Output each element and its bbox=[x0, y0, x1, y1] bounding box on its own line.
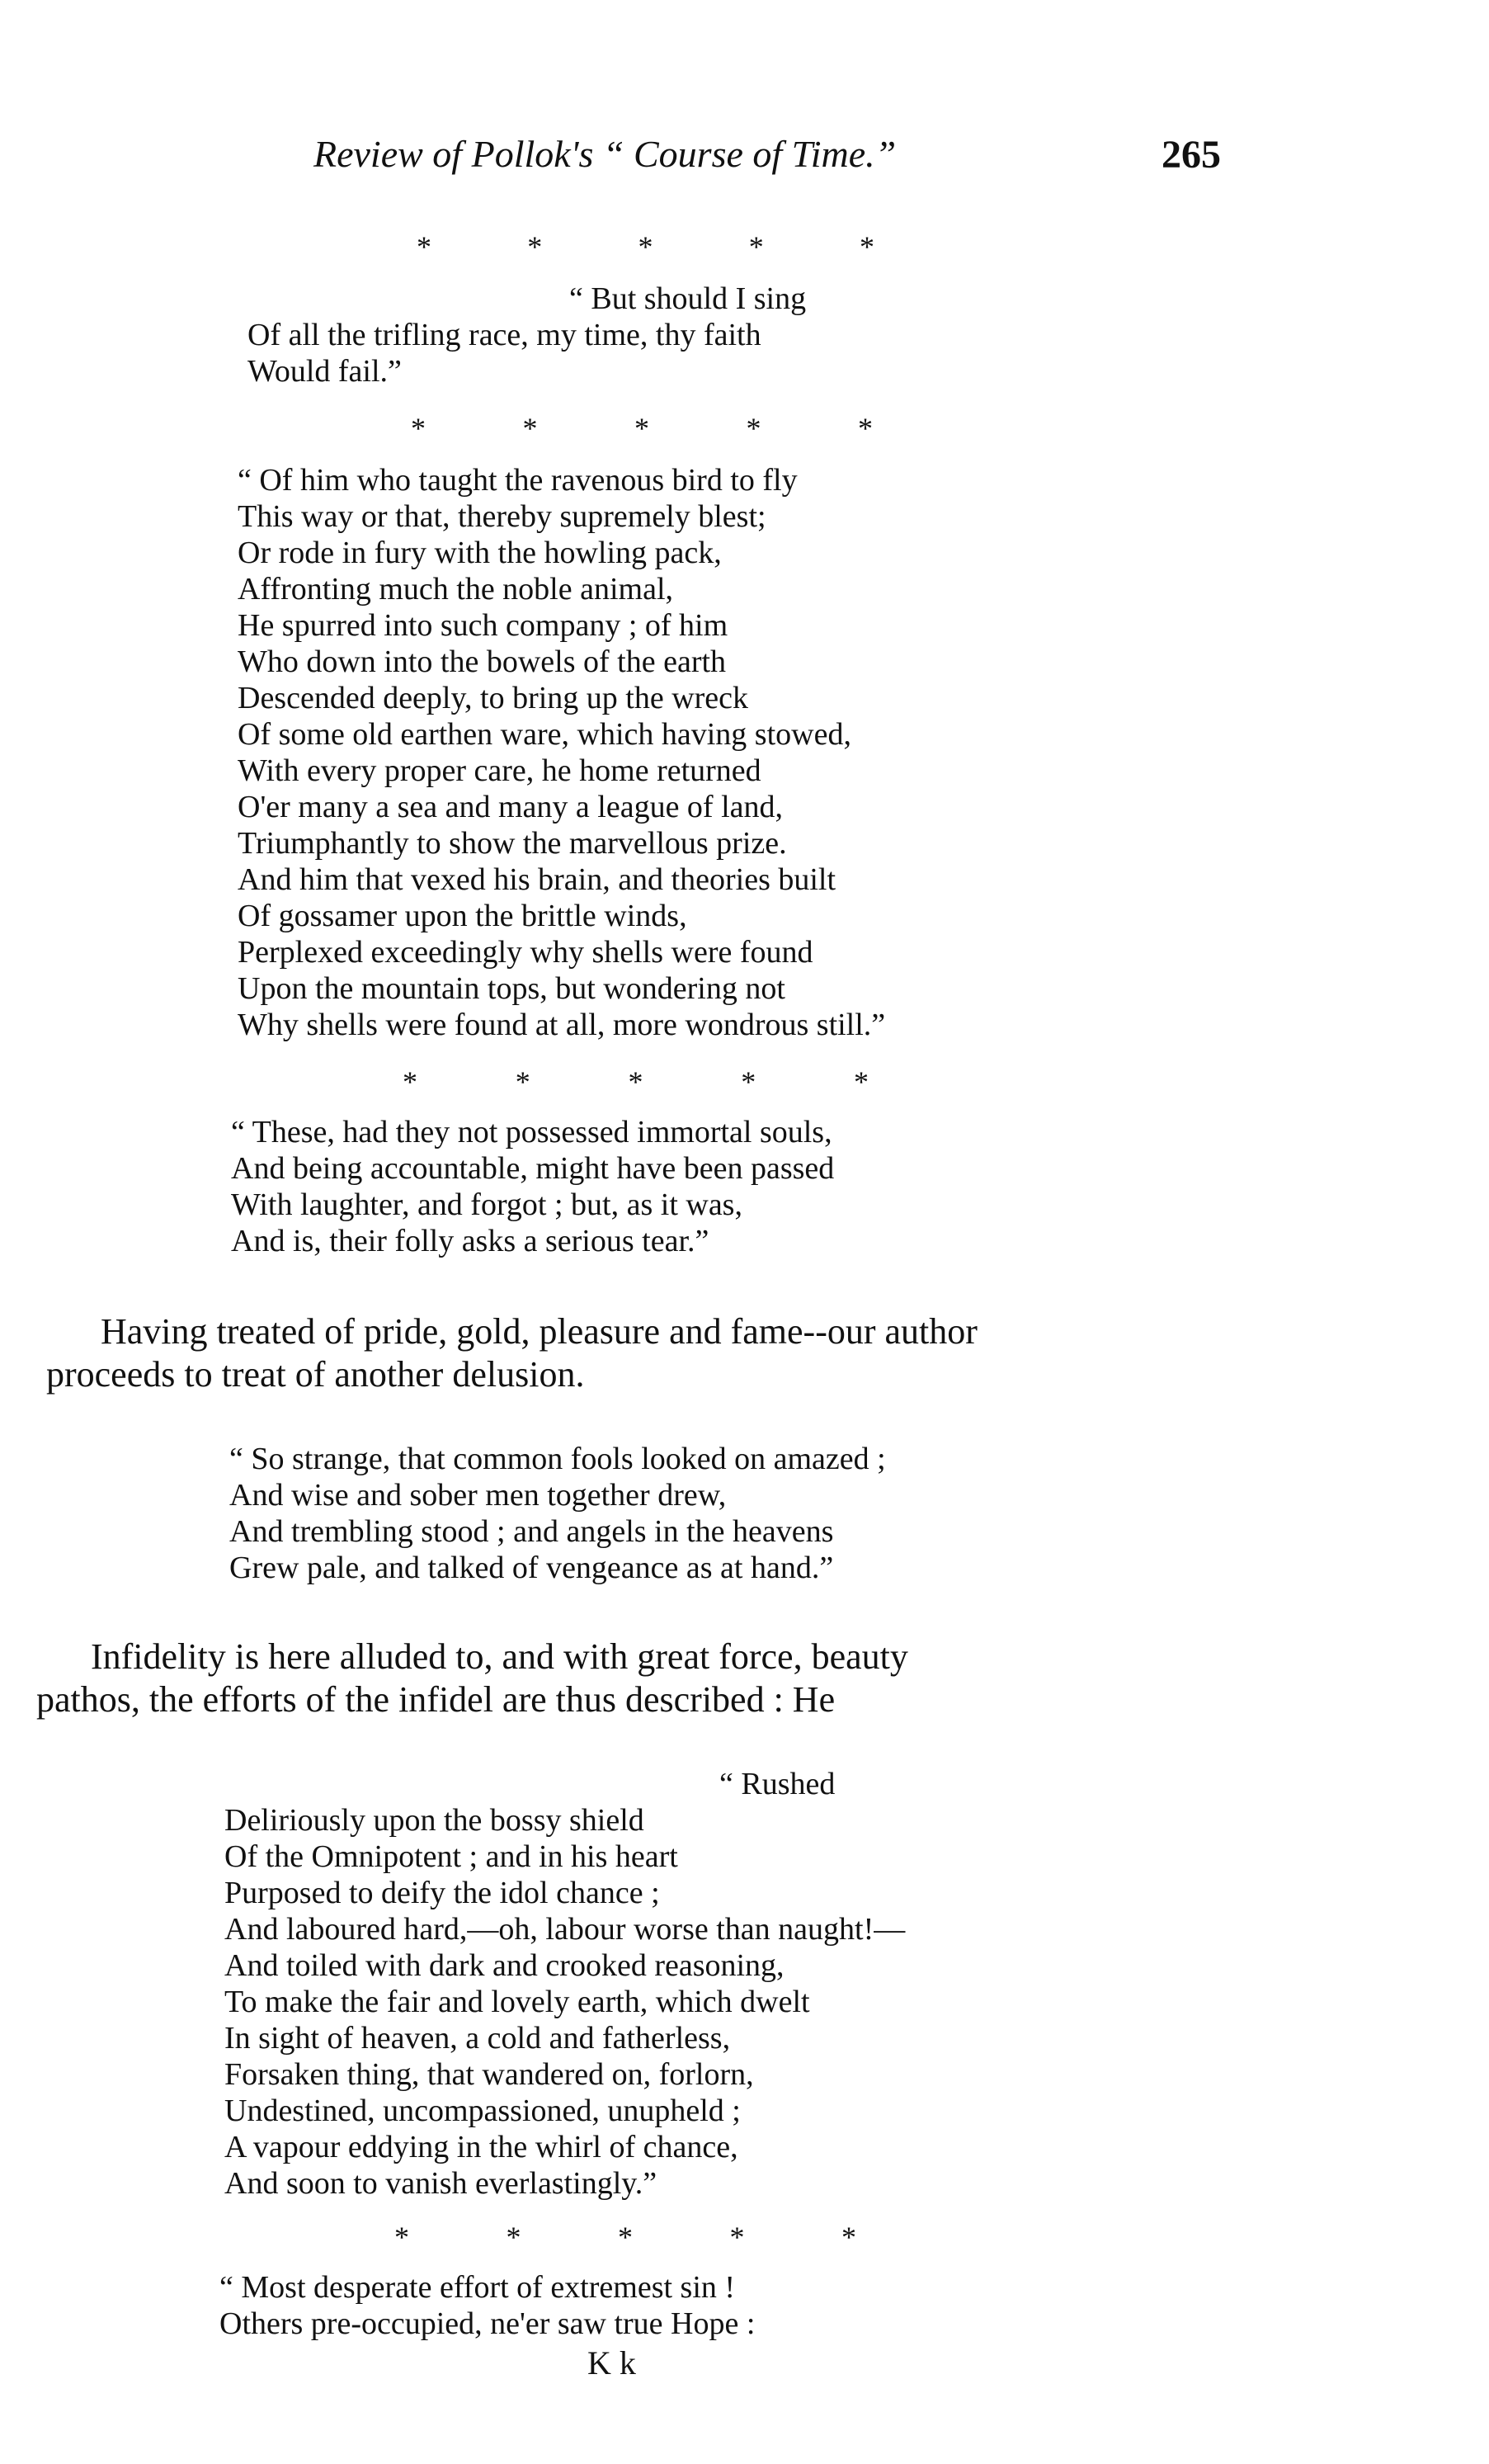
verse-line: “ So strange, that common fools looked on amazed ; bbox=[229, 1442, 886, 1476]
verse-line: Of the Omnipotent ; and in his heart bbox=[224, 1839, 678, 1874]
verse-line: Of all the trifling race, my time, thy faith bbox=[247, 318, 761, 352]
prose-line: Having treated of pride, gold, pleasure and fame--our author bbox=[101, 1311, 978, 1352]
verse-line: Deliriously upon the bossy shield bbox=[224, 1803, 644, 1838]
verse-line: And soon to vanish everlastingly.” bbox=[224, 2166, 657, 2201]
asterisk: * bbox=[618, 2221, 633, 2254]
asterisk: * bbox=[746, 412, 761, 445]
running-head: Review of Pollok's “ Course of Time.” bbox=[313, 133, 897, 175]
asterisk: * bbox=[854, 1065, 869, 1098]
asterisk: * bbox=[729, 2221, 745, 2254]
verse-line: “ Most desperate effort of extremest sin ! bbox=[219, 2270, 736, 2305]
verse-line: Of gossamer upon the brittle winds, bbox=[238, 899, 687, 933]
asterisk: * bbox=[394, 2221, 409, 2254]
prose-paragraph-2 bbox=[36, 1636, 908, 1721]
verse-quote-4 bbox=[229, 1441, 886, 1586]
asterisk: * bbox=[858, 412, 873, 445]
verse-line: Would fail.” bbox=[247, 354, 402, 389]
asterisk: * bbox=[748, 230, 764, 263]
asterisk: * bbox=[403, 1065, 417, 1098]
verse-line: “ But should I sing bbox=[569, 281, 807, 316]
asterisk: * bbox=[628, 1065, 643, 1098]
asterism-row bbox=[411, 411, 873, 444]
verse-line: Descended deeply, to bring up the wreck bbox=[238, 681, 749, 715]
verse-line: And him that vexed his brain, and theories built bbox=[238, 862, 836, 897]
verse-quote-2 bbox=[238, 462, 885, 1043]
verse-line: With laughter, and forgot ; but, as it was, bbox=[231, 1187, 742, 1222]
verse-line: And trembling stood ; and angels in the heavens bbox=[229, 1514, 834, 1549]
prose-line: proceeds to treat of another delusion. bbox=[46, 1354, 585, 1395]
prose-line: pathos, the efforts of the infidel are thus described : He bbox=[36, 1679, 836, 1720]
verse-line: Forsaken thing, that wandered on, forlorn, bbox=[224, 2057, 754, 2092]
asterisk: * bbox=[527, 230, 543, 263]
asterisk: * bbox=[506, 2221, 521, 2254]
asterisk: * bbox=[522, 412, 538, 445]
verse-line: Or rode in fury with the howling pack, bbox=[238, 536, 722, 570]
asterism-row bbox=[403, 1064, 869, 1097]
verse-line: And wise and sober men together drew, bbox=[229, 1478, 727, 1513]
verse-line: In sight of heaven, a cold and fatherless, bbox=[224, 2021, 731, 2056]
asterism-row bbox=[417, 229, 874, 262]
verse-line: Of some old earthen ware, which having stowed, bbox=[238, 717, 851, 752]
asterisk: * bbox=[860, 230, 874, 263]
verse-line: “ Of him who taught the ravenous bird to fly bbox=[238, 463, 798, 498]
asterisk: * bbox=[417, 230, 431, 263]
asterisk: * bbox=[741, 1065, 756, 1098]
verse-line: A vapour eddying in the whirl of chance, bbox=[224, 2130, 738, 2164]
verse-line: Affronting much the noble animal, bbox=[238, 572, 674, 607]
asterisk: * bbox=[515, 1065, 530, 1098]
verse-line: And toiled with dark and crooked reasoning, bbox=[224, 1948, 785, 1983]
asterisk: * bbox=[841, 2221, 856, 2254]
verse-line: And is, their folly asks a serious tear.” bbox=[231, 1224, 709, 1258]
verse-line: And being accountable, might have been passed bbox=[231, 1151, 835, 1186]
verse-quote-5 bbox=[224, 1766, 905, 2202]
verse-line: Upon the mountain tops, but wondering not bbox=[238, 971, 785, 1006]
verse-line: Why shells were found at all, more wondrous still.” bbox=[238, 1008, 886, 1042]
verse-line: Perplexed exceedingly why shells were found bbox=[238, 935, 813, 970]
verse-line: Who down into the bowels of the earth bbox=[238, 644, 727, 679]
verse-quote-3 bbox=[231, 1114, 834, 1259]
asterism-row bbox=[394, 2220, 856, 2253]
verse-line: “ Rushed bbox=[719, 1767, 836, 1801]
verse-line: He spurred into such company ; of him bbox=[238, 608, 728, 643]
verse-line: Triumphantly to show the marvellous prize. bbox=[238, 826, 787, 861]
asterisk: * bbox=[411, 412, 426, 445]
verse-line: Others pre-occupied, ne'er saw true Hope : bbox=[219, 2306, 756, 2341]
verse-quote-6 bbox=[219, 2269, 755, 2342]
verse-line: With every proper care, he home returned bbox=[238, 753, 761, 788]
verse-line: “ These, had they not possessed immortal souls, bbox=[231, 1115, 832, 1149]
prose-paragraph-1 bbox=[46, 1310, 978, 1396]
verse-line: Grew pale, and talked of vengeance as at hand.” bbox=[229, 1551, 834, 1585]
page-number: 265 bbox=[1162, 133, 1221, 177]
verse-line: Undestined, uncompassioned, unupheld ; bbox=[224, 2093, 741, 2128]
verse-line: And laboured hard,—oh, labour worse than naught!— bbox=[224, 1912, 906, 1947]
signature-mark: K k bbox=[587, 2344, 636, 2381]
verse-line: O'er many a sea and many a league of land, bbox=[238, 790, 784, 824]
prose-line: Infidelity is here alluded to, and with great force, beauty bbox=[91, 1636, 908, 1677]
verse-line: To make the fair and lovely earth, which dwelt bbox=[224, 1985, 810, 2019]
verse-quote-1 bbox=[247, 281, 806, 389]
asterisk: * bbox=[638, 230, 653, 263]
verse-line: Purposed to deify the idol chance ; bbox=[224, 1876, 660, 1910]
verse-line: This way or that, thereby supremely blest; bbox=[238, 499, 766, 534]
asterisk: * bbox=[634, 412, 649, 445]
